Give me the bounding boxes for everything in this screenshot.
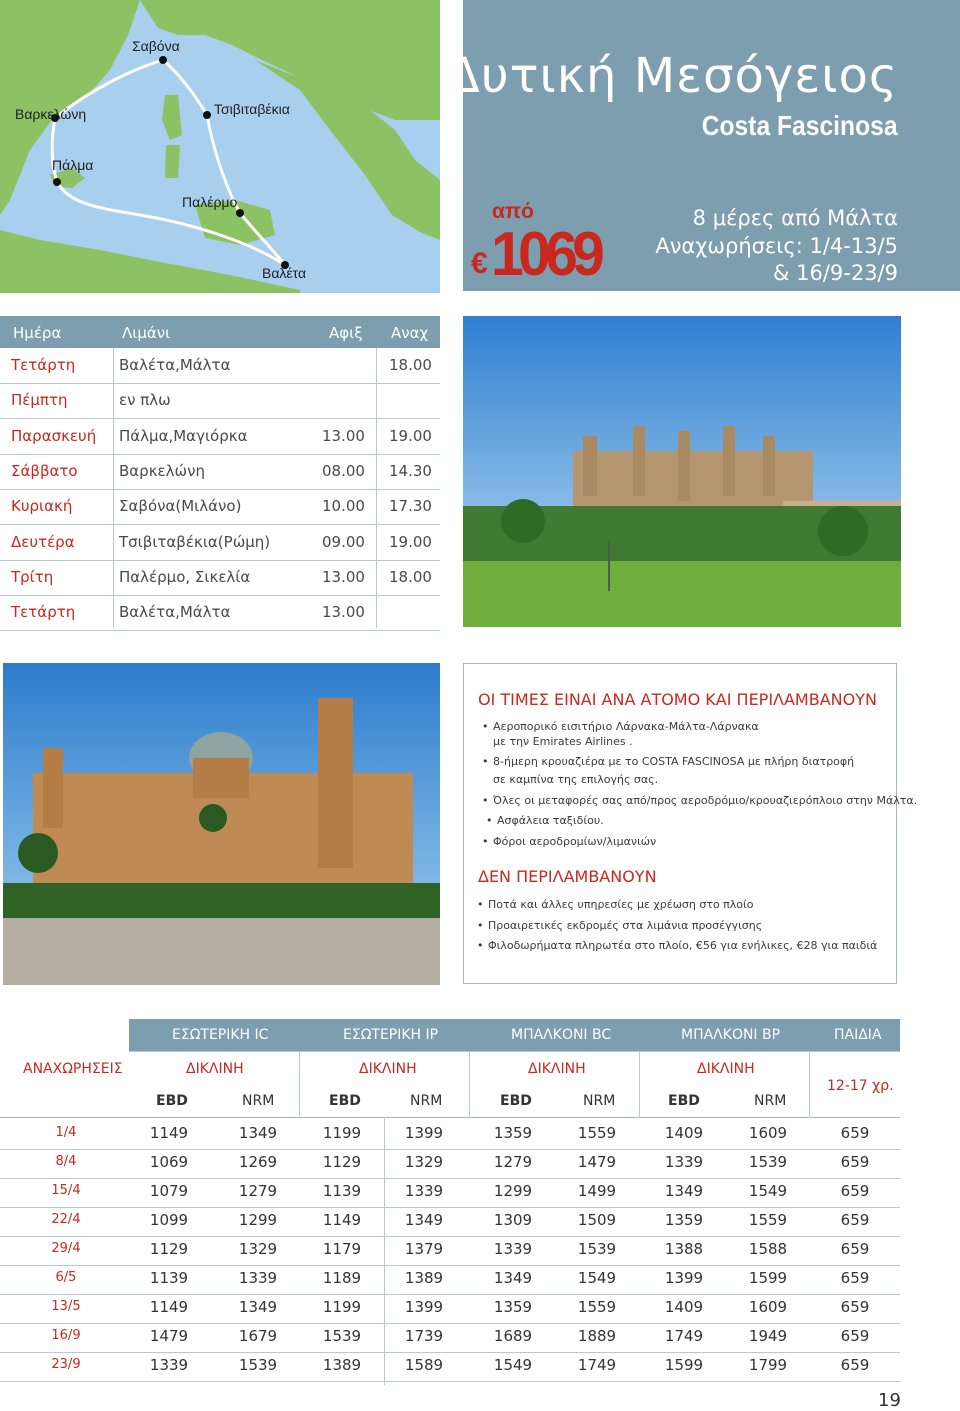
price-cell: 1129 xyxy=(322,1153,362,1171)
price-cell: 1539 xyxy=(748,1153,788,1171)
itinerary-port: Πάλμα,Μαγιόρκα xyxy=(119,426,248,445)
price-cell: 1589 xyxy=(404,1356,444,1374)
itinerary-port: Βαλέτα,Μάλτα xyxy=(119,356,231,374)
price-cell: 1069 xyxy=(149,1153,189,1171)
price-amount: 1069 xyxy=(491,220,600,289)
category-bp: ΜΠΑΛΚΟΝΙ BP xyxy=(681,1027,781,1043)
row-divider xyxy=(0,1323,900,1324)
col-divider xyxy=(809,1052,810,1118)
price-cell: 659 xyxy=(840,1240,870,1258)
col-day: Ημέρα xyxy=(13,324,62,342)
row-divider xyxy=(0,1381,900,1382)
price-cell: 659 xyxy=(840,1298,870,1316)
price-cell: 1329 xyxy=(404,1153,444,1171)
excludes-item: • Ποτά και άλλες υπηρεσίες με χρέωση στο πλοίο xyxy=(477,898,754,911)
itinerary-arrive: 10.00 xyxy=(322,497,365,516)
map-city-civitavecchia: Τσιβιταβέκια xyxy=(214,101,290,117)
trip-duration: 8 μέρες από Μάλτα xyxy=(692,206,898,230)
itinerary-depart: 18.00 xyxy=(389,356,432,374)
itinerary-port: εν πλω xyxy=(119,391,171,410)
price-cell: 1479 xyxy=(577,1153,617,1171)
map-graphic xyxy=(0,0,440,293)
includes-item: • 8-ήμερη κρουαζιέρα με το COSTA FASCINOSA με πλήρη διατροφή xyxy=(482,755,855,768)
price-cell: 1279 xyxy=(493,1153,533,1171)
price-cell: 1349 xyxy=(238,1298,278,1316)
map-city-palermo: Παλέρμο xyxy=(182,194,238,210)
price-cell: 1549 xyxy=(748,1182,788,1200)
price-cell: 1299 xyxy=(238,1211,278,1229)
itinerary-arrive: 13.00 xyxy=(322,603,365,622)
child-age-label: 12-17 χρ. xyxy=(827,1078,894,1094)
col-divider xyxy=(376,348,377,628)
price-cell: 1379 xyxy=(404,1240,444,1258)
itinerary-depart: 18.00 xyxy=(389,567,432,586)
price-cell: 659 xyxy=(840,1182,870,1200)
itinerary-port: Παλέρμο, Σικελία xyxy=(119,567,251,586)
price-cell: 1539 xyxy=(322,1327,362,1345)
price-cell: 1588 xyxy=(748,1240,788,1258)
row-divider xyxy=(0,1117,900,1118)
price-cell: 1199 xyxy=(322,1298,362,1316)
price-cell: 1479 xyxy=(149,1327,189,1345)
nrm-label: NRM xyxy=(242,1093,275,1109)
price-cell: 1539 xyxy=(577,1240,617,1258)
price-cell: 1889 xyxy=(577,1327,617,1345)
itinerary-port: Σαβόνα(Μιλάνο) xyxy=(119,497,242,516)
departure-date: 15/4 xyxy=(51,1183,81,1198)
itinerary-depart: 17.30 xyxy=(389,497,432,516)
itinerary-arrive: 13.00 xyxy=(322,567,365,586)
price-cell: 1149 xyxy=(149,1298,189,1316)
row-divider xyxy=(0,1207,900,1208)
departure-date: 1/4 xyxy=(55,1125,77,1140)
includes-item-cont: με την Emirates Airlines . xyxy=(493,735,633,748)
price-cell: 1389 xyxy=(322,1356,362,1374)
nrm-label: NRM xyxy=(410,1093,443,1109)
itinerary-row xyxy=(0,560,440,596)
price-cell: 1499 xyxy=(577,1182,617,1200)
currency-symbol: € xyxy=(471,247,488,280)
price-cell: 1099 xyxy=(149,1211,189,1229)
price-cell: 1399 xyxy=(404,1124,444,1142)
departure-date: 29/4 xyxy=(51,1241,81,1256)
departure-date: 8/4 xyxy=(55,1154,77,1169)
price-cell: 1359 xyxy=(493,1124,533,1142)
departure-date: 22/4 xyxy=(51,1212,81,1227)
photo-palma-cathedral xyxy=(463,316,901,627)
price-cell: 1549 xyxy=(493,1356,533,1374)
includes-heading: ΟΙ ΤΙΜΕΣ ΕΙΝΑΙ ΑΝΑ ΑΤΟΜΟ ΚΑΙ ΠΕΡΙΛΑΜΒΑΝΟΥΝ xyxy=(478,690,877,709)
col-arrive: Αφιξ xyxy=(329,324,363,342)
price-cell: 1279 xyxy=(238,1182,278,1200)
price-cell: 659 xyxy=(840,1211,870,1229)
itinerary-day: Πέμπτη xyxy=(11,391,68,410)
price-cell: 1339 xyxy=(404,1182,444,1200)
itinerary-row xyxy=(0,454,440,490)
map-city-palma: Πάλμα xyxy=(52,157,94,173)
includes-box xyxy=(463,663,918,984)
itinerary-arrive: 09.00 xyxy=(322,532,365,551)
page-number: 19 xyxy=(878,1390,901,1411)
photo-palermo-cathedral xyxy=(3,663,440,985)
itinerary-day: Παρασκευή xyxy=(11,426,97,445)
price-cell: 1949 xyxy=(748,1327,788,1345)
price-cell: 1139 xyxy=(322,1182,362,1200)
price-cell: 1509 xyxy=(577,1211,617,1229)
price-cell: 1149 xyxy=(149,1124,189,1142)
price-cell: 1349 xyxy=(493,1269,533,1287)
col-divider xyxy=(299,1052,300,1118)
price-cell: 1329 xyxy=(238,1240,278,1258)
departures-column-label: ΑΝΑΧΩΡΗΣΕΙΣ xyxy=(23,1061,123,1077)
itinerary-day: Κυριακή xyxy=(11,497,73,516)
row-divider xyxy=(129,1051,900,1052)
price-cell: 1559 xyxy=(577,1298,617,1316)
double-label: ΔΙΚΛΙΝΗ xyxy=(359,1061,417,1077)
itinerary-day: Δευτέρα xyxy=(11,532,75,551)
itinerary-row xyxy=(0,595,440,631)
row-divider xyxy=(0,1352,900,1353)
price-cell: 1339 xyxy=(149,1356,189,1374)
price-cell: 659 xyxy=(840,1124,870,1142)
price-cell: 1179 xyxy=(322,1240,362,1258)
row-divider xyxy=(0,1149,900,1150)
category-children: ΠΑΙΔΙΑ xyxy=(834,1027,882,1043)
price-cell: 659 xyxy=(840,1153,870,1171)
price-cell: 1129 xyxy=(149,1240,189,1258)
price-cell: 1679 xyxy=(238,1327,278,1345)
includes-item: • Φόροι αεροδρομίων/λιμανιών xyxy=(482,835,657,848)
map-city-valletta: Βαλέτα xyxy=(262,265,307,281)
price-cell: 1349 xyxy=(404,1211,444,1229)
itinerary-header-row xyxy=(0,316,440,348)
price-cell: 659 xyxy=(840,1269,870,1287)
price-cell: 1359 xyxy=(493,1298,533,1316)
category-ip: ΕΣΩΤΕΡΙΚΗ IP xyxy=(343,1027,439,1043)
cruise-title: Δυτική Μεσόγειος xyxy=(447,48,898,104)
price-cell: 1299 xyxy=(493,1182,533,1200)
price-cell: 1309 xyxy=(493,1211,533,1229)
row-divider xyxy=(0,1236,900,1237)
row-divider xyxy=(0,1294,900,1295)
price-cell: 1599 xyxy=(664,1356,704,1374)
itinerary-row xyxy=(0,419,440,455)
includes-item: • Όλες οι μεταφορές σας από/προς αεροδρόμιο/κρουαζιερόπλοιο στην Μάλτα. xyxy=(482,794,918,807)
price-cell: 659 xyxy=(840,1356,870,1374)
col-depart: Αναχ xyxy=(391,324,429,342)
price-cell: 1609 xyxy=(748,1298,788,1316)
itinerary-row xyxy=(0,383,440,419)
price-cell: 1199 xyxy=(322,1124,362,1142)
price-cell: 659 xyxy=(840,1327,870,1345)
double-label: ΔΙΚΛΙΝΗ xyxy=(528,1061,586,1077)
ebd-label: EBD xyxy=(668,1093,700,1109)
row-divider xyxy=(0,1265,900,1266)
col-divider xyxy=(469,1052,470,1118)
price-cell: 1739 xyxy=(404,1327,444,1345)
price-cell: 1539 xyxy=(238,1356,278,1374)
ebd-label: EBD xyxy=(329,1093,361,1109)
departures-range: Αναχωρήσεις: 1/4-13/5 xyxy=(655,234,898,258)
price-cell: 1749 xyxy=(664,1327,704,1345)
itinerary-depart: 14.30 xyxy=(389,461,432,480)
price-cell: 1339 xyxy=(238,1269,278,1287)
price-cell: 1749 xyxy=(577,1356,617,1374)
itinerary-day: Σάββατο xyxy=(11,461,78,480)
price-cell: 1349 xyxy=(664,1182,704,1200)
itinerary-arrive: 08.00 xyxy=(322,461,365,480)
price-cell: 1409 xyxy=(664,1124,704,1142)
excludes-item: • Φιλοδωρήματα πληρωτέα στο πλοίο, €56 για ενήλικες, €28 για παιδιά xyxy=(477,939,878,952)
includes-item: • Αεροπορικό εισιτήριο Λάρνακα-Μάλτα-Λάρνακα xyxy=(482,720,759,733)
map-city-barcelona: Βαρκελώνη xyxy=(15,106,87,122)
col-port: Λιμάνι xyxy=(122,324,171,342)
price-cell: 1139 xyxy=(149,1269,189,1287)
ebd-label: EBD xyxy=(500,1093,532,1109)
price-cell: 1599 xyxy=(748,1269,788,1287)
price-cell: 1149 xyxy=(322,1211,362,1229)
price-cell: 1079 xyxy=(149,1182,189,1200)
excludes-item: • Προαιρετικές εκδρομές στα λιμάνια προσέγγισης xyxy=(477,919,763,932)
price-cell: 1689 xyxy=(493,1327,533,1345)
departure-date: 6/5 xyxy=(55,1270,77,1285)
col-divider xyxy=(113,348,114,628)
price-cell: 1399 xyxy=(404,1298,444,1316)
col-divider xyxy=(639,1052,640,1118)
itinerary-port: Τσιβιταβέκια(Ρώμη) xyxy=(119,532,271,551)
route-map xyxy=(0,0,440,293)
category-ic: ΕΣΩΤΕΡΙΚΗ IC xyxy=(172,1027,269,1043)
itinerary-depart: 19.00 xyxy=(389,426,432,445)
price-cell: 1339 xyxy=(664,1153,704,1171)
category-bc: ΜΠΑΛΚΟΝΙ BC xyxy=(511,1027,612,1043)
departures-range-2: & 16/9-23/9 xyxy=(773,261,898,285)
price-cell: 1339 xyxy=(493,1240,533,1258)
itinerary-port: Βαλέτα,Μάλτα xyxy=(119,603,231,622)
nrm-label: NRM xyxy=(754,1093,787,1109)
includes-item: • Ασφάλεια ταξιδίου. xyxy=(486,814,604,827)
map-city-savona: Σαβόνα xyxy=(132,38,180,54)
price-cell: 1359 xyxy=(664,1211,704,1229)
itinerary-row xyxy=(0,348,440,384)
price-cell: 1389 xyxy=(404,1269,444,1287)
price-cell: 1388 xyxy=(664,1240,704,1258)
itinerary-row xyxy=(0,525,440,561)
departure-date: 16/9 xyxy=(51,1328,81,1343)
price-cell: 1609 xyxy=(748,1124,788,1142)
double-label: ΔΙΚΛΙΝΗ xyxy=(697,1061,755,1077)
departure-date: 13/5 xyxy=(51,1299,81,1314)
itinerary-depart: 19.00 xyxy=(389,532,432,551)
price-cell: 1549 xyxy=(577,1269,617,1287)
itinerary-row xyxy=(0,489,440,525)
ship-name: Costa Fascinosa xyxy=(702,110,898,141)
price-cell: 1559 xyxy=(748,1211,788,1229)
itinerary-port: Βαρκελώνη xyxy=(119,461,205,480)
col-divider xyxy=(384,1117,385,1385)
double-label: ΔΙΚΛΙΝΗ xyxy=(186,1061,244,1077)
price-cell: 1409 xyxy=(664,1298,704,1316)
itinerary-day: Τρίτη xyxy=(11,567,54,586)
price-cell: 1399 xyxy=(664,1269,704,1287)
nrm-label: NRM xyxy=(583,1093,616,1109)
includes-item-cont: σε καμπίνα της επιλογής σας. xyxy=(493,773,659,786)
price-cell: 1349 xyxy=(238,1124,278,1142)
ebd-label: EBD xyxy=(156,1093,188,1109)
row-divider xyxy=(0,1178,900,1179)
excludes-heading: ΔΕΝ ΠΕΡΙΛΑΜΒΑΝΟΥΝ xyxy=(478,867,657,886)
price-from-label: από xyxy=(492,200,534,223)
cruise-header xyxy=(447,0,960,291)
departure-date: 23/9 xyxy=(51,1357,81,1372)
itinerary-arrive: 13.00 xyxy=(322,426,365,445)
price-cell: 1559 xyxy=(577,1124,617,1142)
itinerary-day: Τετάρτη xyxy=(11,603,76,622)
itinerary-day: Τετάρτη xyxy=(11,356,76,374)
price-cell: 1799 xyxy=(748,1356,788,1374)
price-cell: 1269 xyxy=(238,1153,278,1171)
price-cell: 1189 xyxy=(322,1269,362,1287)
